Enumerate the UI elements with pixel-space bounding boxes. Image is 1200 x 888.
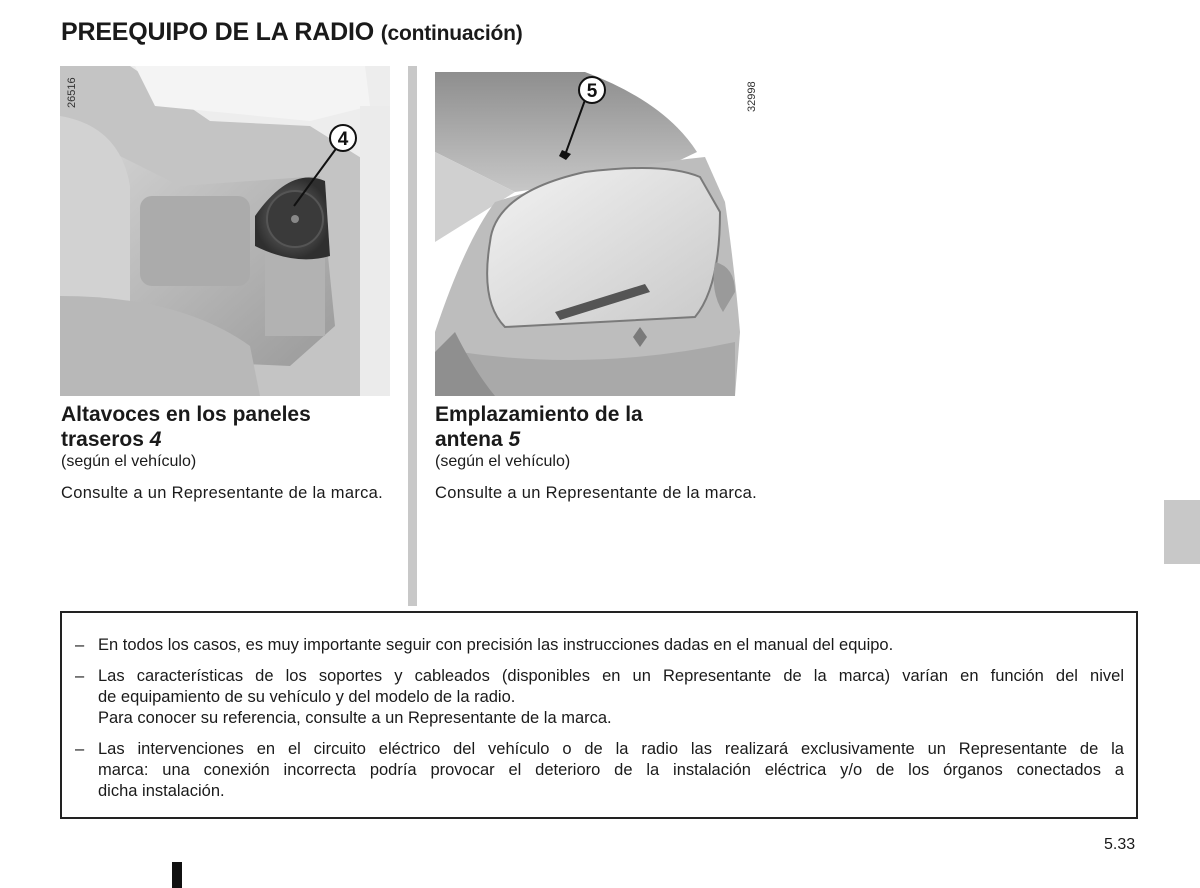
notice-box	[60, 611, 1138, 819]
section-thumb-tab	[1164, 500, 1200, 564]
notice-line: marca: una conexión incorrecta podría provocar el deterioro de la instalación eléctrica y/o de los órganos conectados a	[98, 761, 1124, 779]
antenna-heading-line1: Emplazamiento de la	[435, 403, 643, 426]
speakers-body: Consulte a un Representante de la marca.	[61, 484, 384, 502]
speakers-heading-ref: 4	[149, 428, 162, 451]
column-divider	[408, 66, 417, 606]
antenna-note: (según el vehículo)	[435, 453, 571, 470]
print-mark	[172, 862, 182, 888]
page-title-suffix: (continuación)	[380, 22, 523, 45]
antenna-car-figure	[435, 72, 757, 396]
notice-item	[75, 635, 1124, 656]
page-title	[61, 18, 523, 47]
bullet-dash: –	[75, 636, 85, 654]
speaker-callout-number: 4	[337, 129, 349, 150]
speakers-heading	[61, 402, 401, 452]
notice-line: Para conocer su referencia, consulte a un Representante de la marca.	[98, 709, 612, 727]
speakers-note: (según el vehículo)	[61, 453, 197, 470]
right-figure-code: 32998	[746, 81, 758, 112]
speakers-heading-line2: traseros	[61, 428, 144, 451]
notice-item	[75, 666, 1124, 729]
antenna-heading-ref: 5	[508, 428, 521, 451]
notice-line: Las características de los soportes y cableados (disponibles en un Representante de la marca) varían en función del nivel	[98, 667, 1124, 685]
antenna-heading-line2: antena	[435, 428, 503, 451]
notice-line: dicha instalación.	[98, 782, 225, 800]
speaker-panel-figure	[60, 66, 390, 396]
antenna-callout-number: 5	[586, 81, 598, 102]
antenna-heading	[435, 402, 775, 452]
notice-line: En todos los casos, es muy importante seguir con precisión las instrucciones dadas en el manual del equipo.	[98, 636, 894, 654]
bullet-dash: –	[75, 667, 85, 685]
left-figure-code: 26516	[66, 77, 78, 108]
antenna-body: Consulte a un Representante de la marca.	[435, 484, 758, 502]
notice-line: de equipamiento de su vehículo y del modelo de la radio.	[98, 688, 516, 706]
speakers-heading-line1: Altavoces en los paneles	[61, 403, 311, 426]
page-number: 5.33	[1104, 836, 1136, 853]
page-title-main: PREEQUIPO DE LA RADIO	[61, 18, 374, 46]
notice-line: Las intervenciones en el circuito eléctrico del vehículo o de la radio las realizará exclusivamente un Representante de la	[98, 740, 1124, 758]
notice-item	[75, 739, 1124, 802]
bullet-dash: –	[75, 740, 85, 758]
